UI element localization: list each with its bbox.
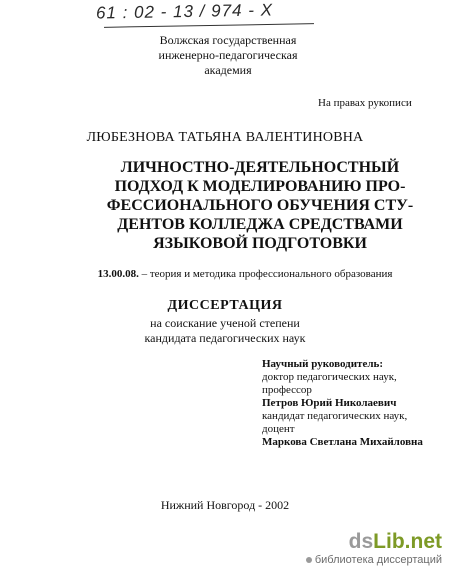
title-line: ЯЗЫКОВОЙ ПОДГОТОВКИ bbox=[153, 235, 367, 252]
consultant-title: доцент bbox=[262, 423, 295, 435]
specialty-code: 13.00.08. bbox=[97, 268, 139, 280]
title-line: ПОДХОД К МОДЕЛИРОВАНИЮ ПРО- bbox=[114, 178, 406, 195]
supervisor-name: Петров Юрий Николаевич bbox=[262, 397, 397, 409]
dslib-logo: dsLib.net bbox=[348, 530, 442, 553]
consultant-name: Маркова Светлана Михайловна bbox=[262, 436, 423, 448]
supervisors-block bbox=[262, 358, 442, 449]
author-name: ЛЮБЕЗНОВА ТАТЬЯНА ВАЛЕНТИНОВНА bbox=[86, 130, 364, 145]
supervisor-degree: доктор педагогических наук, bbox=[262, 371, 397, 383]
title-line: ДЕНТОВ КОЛЛЕДЖА СРЕДСТВАМИ bbox=[117, 216, 403, 233]
institution-line-1: Волжская государственная bbox=[159, 33, 297, 47]
dslib-tagline: библиотека диссертаций bbox=[306, 554, 442, 566]
supervisor-label: Научный руководитель: bbox=[262, 358, 383, 370]
dissertation-heading: ДИССЕРТАЦИЯ bbox=[167, 298, 283, 313]
title-line: ФЕССИОНАЛЬНОГО ОБУЧЕНИЯ СТУ- bbox=[106, 197, 414, 214]
degree-line-2: кандидата педагогических наук bbox=[144, 331, 306, 345]
dslib-watermark[interactable] bbox=[306, 531, 442, 566]
degree-line-1: на соискание ученой степени bbox=[150, 316, 300, 330]
manuscript-rights-note: На правах рукописи bbox=[318, 97, 412, 109]
supervisor-title: профессор bbox=[262, 384, 312, 396]
stamp-underline bbox=[104, 23, 314, 28]
consultant-degree: кандидат педагогических наук, bbox=[262, 410, 408, 422]
dissertation-title bbox=[95, 158, 425, 253]
degree-info bbox=[0, 316, 450, 346]
institution-line-2: инженерно-педагогическая академия bbox=[158, 48, 298, 77]
city-year: Нижний Новгород - 2002 bbox=[160, 498, 290, 512]
specialty-text: – теория и методика профессионального образования bbox=[138, 268, 393, 280]
institution-name bbox=[148, 33, 308, 78]
title-line: ЛИЧНОСТНО-ДЕЯТЕЛЬНОСТНЫЙ bbox=[120, 159, 400, 176]
specialty-line bbox=[50, 268, 440, 280]
archive-stamp-number: 61 : 02 - 13 / 974 - X bbox=[95, 0, 274, 23]
dot-icon bbox=[306, 557, 312, 563]
